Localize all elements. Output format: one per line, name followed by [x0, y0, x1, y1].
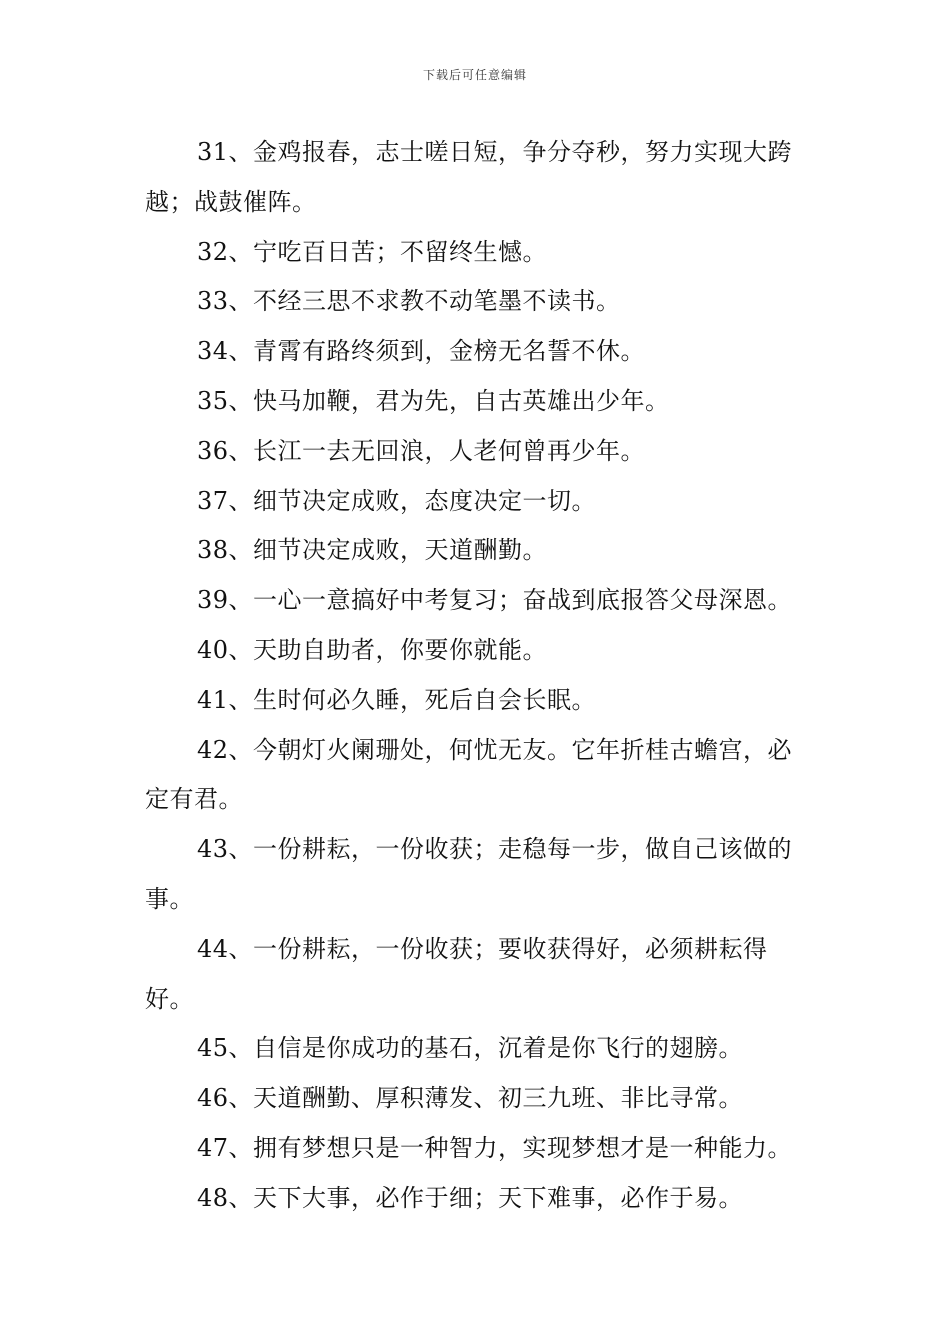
paragraph-46: 46、天道酬勤、厚积薄发、初三九班、非比寻常。	[197, 1084, 744, 1113]
paragraph-34: 34、青霄有路终须到，金榜无名誓不休。	[197, 337, 646, 366]
paragraph-39: 39、一心一意搞好中考复习；奋战到底报答父母深恩。	[197, 586, 793, 615]
paragraph-37: 37、细节决定成败，态度决定一切。	[197, 486, 597, 515]
paragraph-41: 41、生时何必久睡，死后自会长眠。	[197, 685, 597, 714]
page-header: 下载后可任意编辑	[422, 68, 527, 82]
paragraph-31: 31、金鸡报春，志士嗟日短，争分夺秒，努力实现大跨越；战鼓催阵。	[145, 138, 793, 216]
paragraph-43: 43、一份耕耘，一份收获；走稳每一步，做自己该做的事。	[145, 835, 793, 913]
paragraph-38: 38、细节决定成败，天道酬勤。	[197, 536, 548, 565]
paragraph-40: 40、天助自助者，你要你就能。	[197, 635, 548, 664]
paragraph-32: 32、宁吃百日苦；不留终生憾。	[197, 237, 548, 266]
paragraph-48: 48、天下大事，必作于细；天下难事，必作于易。	[197, 1183, 744, 1212]
paragraph-36: 36、长江一去无回浪，人老何曾再少年。	[197, 436, 646, 465]
paragraph-47: 47、拥有梦想只是一种智力，实现梦想才是一种能力。	[197, 1133, 793, 1162]
paragraph-33: 33、不经三思不求教不动笔墨不读书。	[197, 287, 621, 316]
paragraph-42: 42、今朝灯火阑珊处，何忧无友。它年折桂古蟾宫，必定有君。	[145, 735, 793, 814]
paragraph-35: 35、快马加鞭，君为先，自古英雄出少年。	[197, 386, 670, 415]
document-body	[145, 128, 813, 1224]
paragraph-44: 44、一份耕耘，一份收获；要收获得好，必须耕耘得好。	[145, 934, 768, 1013]
paragraph-45: 45、自信是你成功的基石，沉着是你飞行的翅膀。	[197, 1034, 744, 1063]
